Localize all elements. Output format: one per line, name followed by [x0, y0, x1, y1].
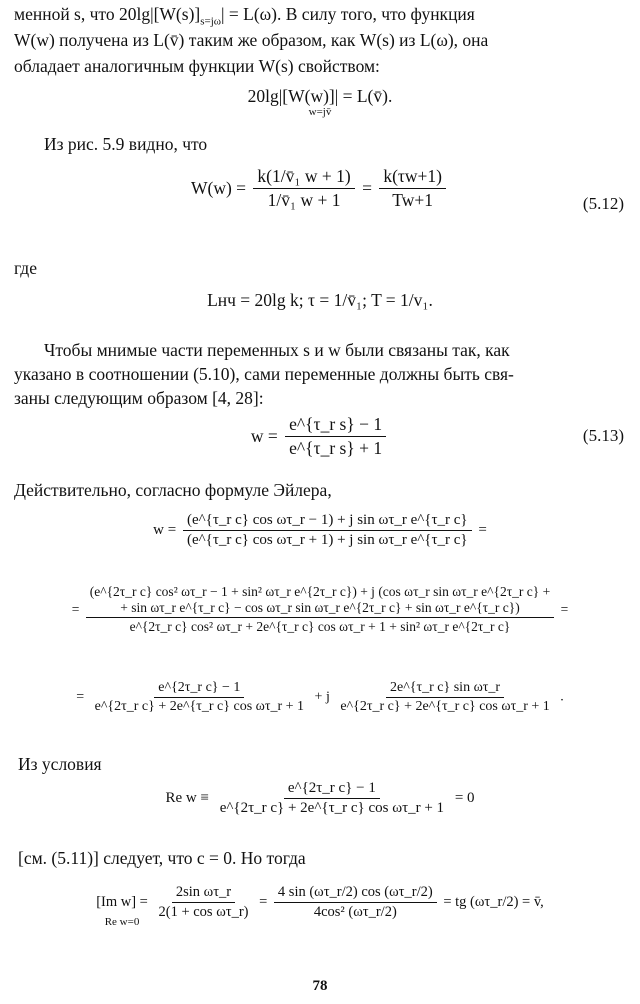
equation-5-12: W(w) = $\frac{\text{k(1/v̄₁ w + 1)}}{\text{1/v̄₁ w + 1}}$ = $\frac{k(\tau w+1)}{Tw+1}$ — [0, 166, 640, 211]
final-lhs-sub: Re w=0 — [104, 916, 140, 928]
d2-num — [86, 584, 554, 618]
paragraph-1-line-2: указано в соотношении (5.10), сами переменные должны быть свя- — [14, 364, 514, 384]
eq513-lhs: w = — [250, 426, 278, 446]
text-line-3: обладает аналогичным функции W(s) свойством: — [14, 56, 380, 76]
equation-property-body — [247, 86, 393, 118]
equation-property — [0, 86, 640, 118]
eq513-den: e^{τ_r s} + 1 — [289, 438, 383, 458]
re-num: e^{2τ_r c} − 1 — [284, 780, 380, 799]
d2-num-line-2: + sin ωτ_r e^{τ_r c} − cos ωτ_r sin ωτ_r e^{2τ_r c} + sin ωτ_r e^{τ_r c}) — [120, 600, 520, 615]
page-number: 78 — [312, 978, 328, 994]
d3-num1: e^{2τ_r c} − 1 — [154, 680, 244, 698]
text-line-1-a: менной s, что 20lg|[W(s)] — [14, 4, 201, 24]
paragraph-2: Действительно, согласно формуле Эйлера, — [14, 480, 332, 500]
equation-property-text: 20lg|[W(w)]| = L(v̄). — [247, 86, 393, 106]
final-num1: 2sin ωτ_r — [172, 884, 235, 903]
d3-den2: e^{2τ_r c} + 2e^{τ_r c} cos ωτ_r + 1 — [340, 699, 550, 714]
equation-final: [Im w] = Re w=0 $\frac{\text{2sin ωτ\_r}}{\text{2(1 + cos ωτ\_r)}}$ = $\frac{4 \sin (\omega\tau\_r/2) \cos (\omega\tau\_r/2)}{\text{4cos² (ωτ\_r/2)}}$ = tg (ωτ_r/2) = v̄, — [96, 884, 544, 928]
eq512-den2: Tw+1 — [392, 190, 434, 210]
d2-den: e^{2τ_r c} cos² ωτ_r + 2e^{τ_r c} cos ωτ_r + 1 + sin² ωτ_r e^{2τ_r c} — [129, 619, 511, 634]
eq512-den1: 1/v̄₁ w + 1 — [267, 190, 341, 210]
eq512-fraction-1 — [253, 166, 354, 211]
derivation-step-1: w = $\frac{\text{(e\textasciicircum{}\{τ\_r c\} cos ωτ\_r − 1) + j sin ωτ\_r e\textasciicircum{}\{τ\_r c\}}}{\text{(e\textasciicircum{}\{τ\_r c\} cos ωτ\_r + 1) + j sin ωτ\_r e\textasciicircum{}\{τ\_r c\}}}$ = — [153, 512, 487, 548]
final-lhs: [Im w] = Re w=0 — [96, 894, 148, 928]
equation-definitions: Lнч = 20lg k; τ = 1/v̄₁; T = 1/v₁. — [207, 290, 433, 310]
re-fraction — [216, 780, 448, 817]
final-den2: 4cos² (ωτ_r/2) — [313, 904, 397, 920]
final-tg: tg (ωτ_r/2) = v̄, — [455, 894, 544, 910]
paragraph-1-line-1: Чтобы мнимые части переменных s и w были связаны так, как — [44, 340, 510, 360]
equation-number-5-12: (5.12) — [582, 194, 624, 213]
re-den: e^{2τ_r c} + 2e^{τ_r c} cos ωτ_r + 1 — [219, 800, 445, 816]
eq512-num1: k(1/v̄₁ w + 1) — [253, 166, 354, 189]
final-den1: 2(1 + cos ωτ_r) — [158, 904, 249, 920]
final-num2: 4 sin (ωτ_r/2) cos (ωτ_r/2) — [274, 884, 437, 903]
d1-fraction — [183, 512, 472, 549]
final-fraction-2 — [274, 884, 437, 921]
d3-num2: 2e^{τ_r c} sin ωτ_r — [386, 680, 504, 698]
equation-number-5-13: (5.13) — [582, 426, 624, 445]
eq513-fraction — [285, 414, 386, 459]
text-where: где — [14, 258, 37, 278]
d2-fraction — [86, 584, 554, 635]
paragraph-4: [см. (5.11)] следует, что c = 0. Но тогда — [18, 848, 306, 868]
paragraph-3: Из условия — [18, 754, 102, 774]
equation-re-condition: Re w ≡ $\frac{\text{e\textasciicircum{}\{2τ\_r c\} − 1}}{\text{e\textasciicircum{}\{2τ\_r c\} + 2e\textasciicircum{}\{τ\_r c\} cos ωτ\_r + 1}}$ = 0 — [165, 780, 475, 816]
paragraph-1-line-3: заны следующим образом [4, 28]: — [14, 388, 264, 408]
eq512-fraction-2 — [379, 166, 446, 211]
eq513-num: e^{τ_r s} − 1 — [285, 414, 386, 437]
d3-fraction-2 — [336, 680, 553, 715]
text-line-1-sub: s=jω — [200, 15, 222, 28]
text-line-4: Из рис. 5.9 видно, что — [44, 134, 208, 154]
d3-fraction-1 — [91, 680, 308, 715]
derivation-step-2: = (e^{2τ_r c} cos² ωτ_r − 1 + sin² ωτ_r e^{2τ_r c}) + j (cos ωτ_r sin ωτ_r e^{2τ_r c} + + sin ωτ_r e^{τ_r c} − cos ωτ_r sin ωτ_r e^{2τ_r c} + sin ωτ_r e^{τ_r c}) e^{2τ_r c} cos² ωτ_r + 2e^{τ_r c} cos ωτ_r + 1 + sin² ωτ_r e^{2τ_r c} = — [71, 584, 569, 634]
text-line-1 — [14, 4, 475, 28]
d1-den: (e^{τ_r c} cos ωτ_r + 1) + j sin ωτ_r e^{τ_r c} — [186, 532, 468, 548]
text-line-2: W(w) получена из L(v̄) таким же образом, как W(s) из L(ω), она — [14, 30, 489, 50]
equation-property-sub: w=jv̄ — [308, 106, 332, 118]
eq512-lhs: W(w) = — [190, 178, 247, 198]
text-line-1-c: | = L(ω). В силу того, что функция — [221, 4, 475, 24]
d3-den1: e^{2τ_r c} + 2e^{τ_r c} cos ωτ_r + 1 — [94, 699, 305, 714]
d1-num: (e^{τ_r c} cos ωτ_r − 1) + j sin ωτ_r e^{τ_r c} — [183, 512, 472, 531]
eq512-num2: k(τw+1) — [379, 166, 446, 189]
derivation-step-3: = $\frac{\text{e\textasciicircum{}\{2τ\_r c\} − 1}}{\text{e\textasciicircum{}\{2τ\_r c\} + 2e\textasciicircum{}\{τ\_r c\} cos ωτ\_r + 1}}$ + j $\frac{\text{2e\textasciicircum{}\{τ\_r c\} sin ωτ\_r}}{\text{e\textasciicircum{}\{2τ\_r c\} + 2e\textasciicircum{}\{τ\_r c\} cos ωτ\_r + 1}}$ . — [76, 680, 564, 714]
final-fraction-1 — [154, 884, 252, 921]
equation-5-13 — [0, 414, 640, 459]
d2-num-line-1: (e^{2τ_r c} cos² ωτ_r − 1 + sin² ωτ_r e^{2τ_r c}) + j (cos ωτ_r sin ωτ_r e^{2τ_r c} + — [89, 584, 551, 599]
